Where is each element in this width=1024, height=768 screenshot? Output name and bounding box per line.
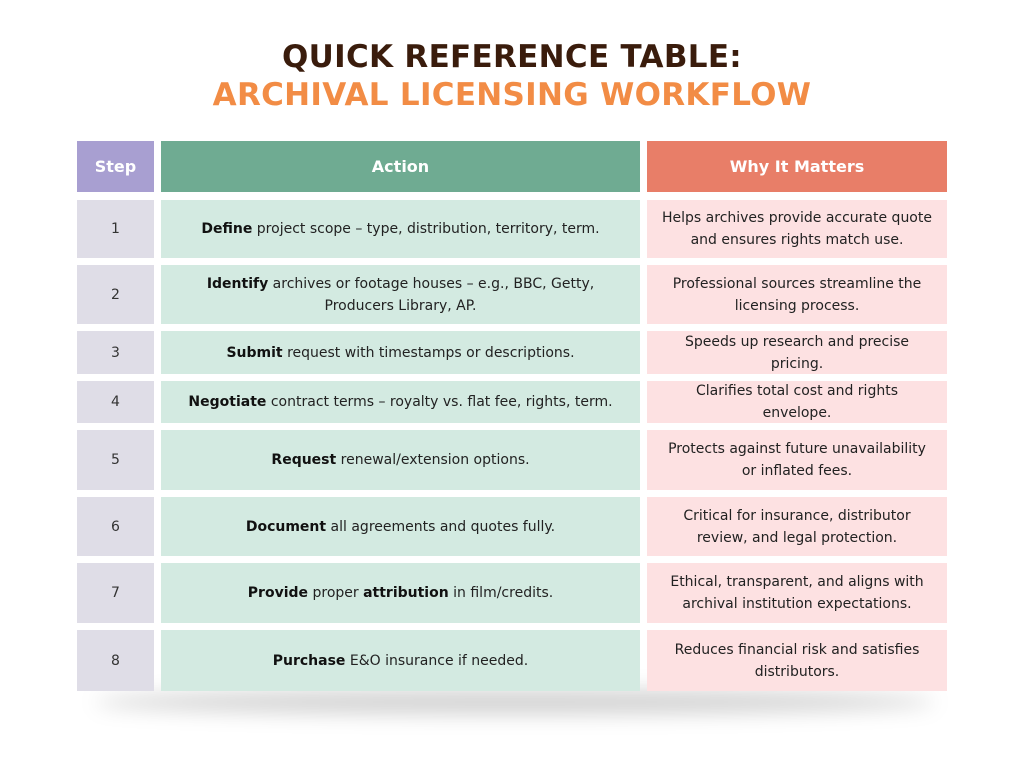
why-it-matters-cell: Ethical, transparent, and aligns with archival institution expectations. bbox=[647, 563, 947, 623]
action-keyword: Identify bbox=[206, 275, 269, 292]
action-text bbox=[226, 342, 574, 364]
action-cell bbox=[161, 430, 640, 490]
action-cell bbox=[161, 200, 640, 258]
action-text bbox=[175, 273, 626, 317]
step-number-cell: 1 bbox=[77, 200, 154, 258]
action-description: E&O insurance if needed. bbox=[345, 652, 529, 669]
action-text bbox=[248, 582, 553, 604]
why-it-matters-cell: Critical for insurance, distributor review, and legal protection. bbox=[647, 497, 947, 556]
action-text bbox=[188, 391, 612, 413]
step-number-cell: 7 bbox=[77, 563, 154, 623]
step-number-cell: 8 bbox=[77, 630, 154, 691]
action-cell bbox=[161, 497, 640, 556]
action-text bbox=[201, 218, 599, 240]
action-keyword: Define bbox=[201, 221, 253, 237]
action-text bbox=[271, 449, 529, 471]
step-number-cell: 6 bbox=[77, 497, 154, 556]
why-it-matters-cell: Clarifies total cost and rights envelope. bbox=[647, 381, 947, 423]
action-keyword: Negotiate bbox=[188, 394, 267, 410]
action-keyword: Request bbox=[271, 452, 337, 468]
action-description: all agreements and quotes fully. bbox=[326, 518, 556, 535]
why-it-matters-cell: Speeds up research and precise pricing. bbox=[647, 331, 947, 374]
step-number-cell: 2 bbox=[77, 265, 154, 324]
action-text bbox=[246, 516, 555, 538]
action-keyword: attribution bbox=[363, 585, 449, 601]
action-text bbox=[273, 650, 528, 672]
action-cell bbox=[161, 563, 640, 623]
action-description: contract terms – royalty vs. flat fee, rights, term. bbox=[266, 394, 613, 410]
action-keyword: Document bbox=[245, 518, 327, 535]
header-action: Action bbox=[161, 141, 640, 192]
why-it-matters-cell: Professional sources streamline the licensing process. bbox=[647, 265, 947, 324]
step-number-cell: 5 bbox=[77, 430, 154, 490]
table-shadow bbox=[95, 690, 935, 714]
action-keyword: Submit bbox=[226, 344, 283, 361]
action-description: in film/credits. bbox=[448, 585, 554, 601]
why-it-matters-cell: Reduces financial risk and satisfies distributors. bbox=[647, 630, 947, 691]
action-keyword: Provide bbox=[247, 585, 309, 601]
action-description: proper bbox=[308, 585, 364, 601]
action-cell bbox=[161, 381, 640, 423]
action-description: archives or footage houses – e.g., BBC, Getty, Producers Library, AP. bbox=[268, 275, 595, 314]
why-it-matters-cell: Protects against future unavailability or inflated fees. bbox=[647, 430, 947, 490]
title-line-1: QUICK REFERENCE TABLE: bbox=[281, 39, 743, 75]
header-step: Step bbox=[77, 141, 154, 192]
action-cell bbox=[161, 630, 640, 691]
action-description: renewal/extension options. bbox=[336, 452, 530, 468]
action-keyword: Purchase bbox=[272, 652, 346, 669]
why-it-matters-cell: Helps archives provide accurate quote and ensures rights match use. bbox=[647, 200, 947, 258]
action-description: request with timestamps or descriptions. bbox=[282, 344, 575, 361]
action-cell bbox=[161, 331, 640, 374]
title-line-2: ARCHIVAL LICENSING WORKFLOW bbox=[212, 77, 812, 113]
step-number-cell: 4 bbox=[77, 381, 154, 423]
action-cell bbox=[161, 265, 640, 324]
header-why-it-matters: Why It Matters bbox=[647, 141, 947, 192]
step-number-cell: 3 bbox=[77, 331, 154, 374]
action-description: project scope – type, distribution, territory, term. bbox=[252, 221, 600, 237]
